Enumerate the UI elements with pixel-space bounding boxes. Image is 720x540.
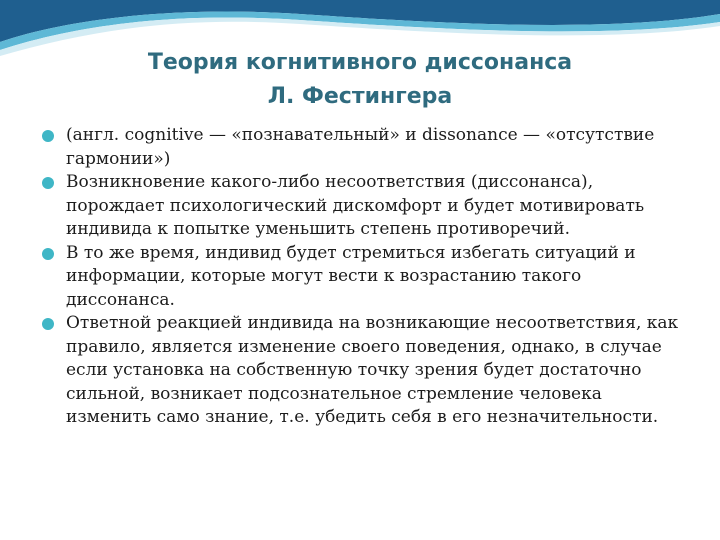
bullet-dot-icon <box>42 130 54 142</box>
title-line-1: Теория когнитивного диссонанса <box>147 50 573 75</box>
bullet-dot-icon <box>42 318 54 330</box>
slide-title <box>90 46 630 114</box>
bullet-list <box>42 124 682 430</box>
bullet-item <box>42 171 682 242</box>
bullet-item <box>42 124 682 171</box>
bullet-text: В то же время, индивид будет стремиться избегать ситуаций и информации, которые могут вести к возрастанию такого диссонанса. <box>66 242 636 310</box>
bullet-dot-icon <box>42 248 54 260</box>
bullet-item <box>42 312 682 430</box>
bullet-text: Возникновение какого-либо несоответствия (диссонанса), порождает психологический дискомфорт и будет мотивировать индивида к попытке уменьшить степень противоречий. <box>66 172 645 239</box>
title-line-2: Л. Фестингера <box>267 84 453 109</box>
bullet-item <box>42 242 682 313</box>
bullet-text: (англ. cognitive — «познавательный» и dissonance — «отсутствие гармонии») <box>66 125 655 169</box>
bullet-text: Ответной реакцией индивида на возникающие несоответствия, как правило, является изменение своего поведения, однако, в случае если установка на собственную точку зрения будет достаточно сильной, возникает подсознательное стремление человека изменить само знание, т.е. убедить себя в его незначительности. <box>66 313 679 427</box>
bullet-dot-icon <box>42 177 54 189</box>
